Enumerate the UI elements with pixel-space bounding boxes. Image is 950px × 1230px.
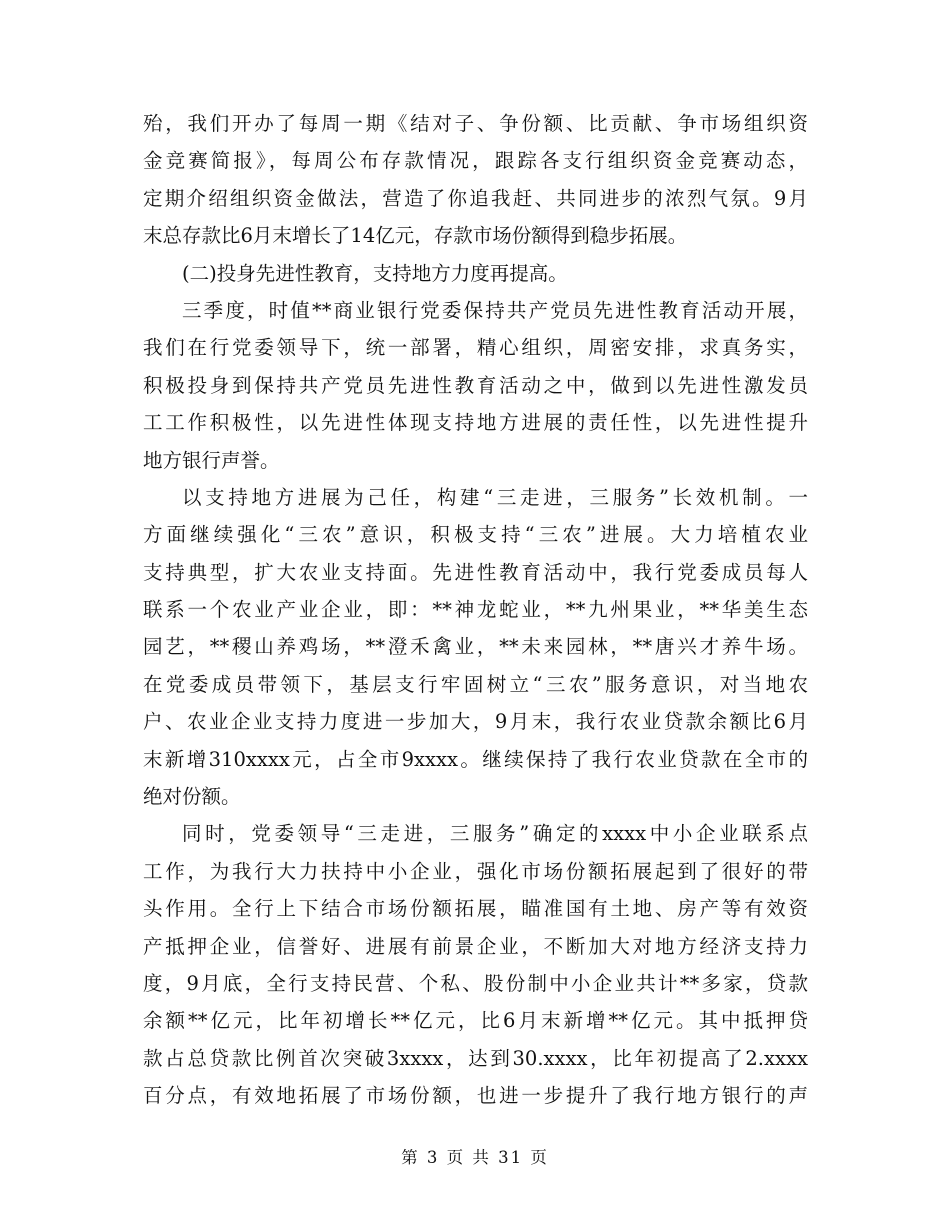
text-line: 余额**亿元，比年初增长**亿元，比6月末新增**亿元。其中抵押贷	[143, 1009, 808, 1033]
text-line: 款占总贷款比例首次突破3xxxx，达到30.xxxx，比年初提高了2.xxxx	[143, 1046, 808, 1070]
text-line: 头作用。全行上下结合市场份额拓展，瞄准国有土地、房产等有效资	[143, 897, 808, 921]
text-line: 在党委成员带领下，基层支行牢固树立“三农”服务意识，对当地农	[143, 672, 808, 696]
text-line: 地方银行声誉。	[143, 448, 280, 472]
document-body	[143, 105, 808, 1115]
page-number-label: 第 3 页 共 31 页	[401, 1148, 549, 1167]
text-line: 末新增310xxxx元，占全市9xxxx。继续保持了我行农业贷款在全市的	[143, 747, 808, 771]
text-line: 三季度，时值**商业银行党委保持共产党员先进性教育活动开展，	[182, 298, 808, 322]
text-line: 方面继续强化“三农”意识，积极支持“三农”进展。大力培植农业	[143, 523, 808, 547]
text-line: 积极投身到保持共产党员先进性教育活动之中，做到以先进性激发员	[143, 373, 808, 397]
text-line: 金竞赛简报》，每周公布存款情况，跟踪各支行组织资金竞赛动态，	[143, 149, 808, 173]
text-line: 工作，为我行大力扶持中小企业，强化市场份额拓展起到了很好的带	[143, 859, 808, 883]
text-line: 绝对份额。	[143, 785, 241, 809]
text-line: 户、农业企业支持力度进一步加大，9月末，我行农业贷款余额比6月	[143, 710, 808, 734]
text-line: 联系一个农业产业企业，即：**神龙蛇业，**九州果业，**华美生态	[143, 598, 808, 622]
page-footer	[0, 1146, 950, 1170]
text-line: 我们在行党委领导下，统一部署，精心组织，周密安排，求真务实，	[143, 336, 808, 360]
text-line: 园艺，**稷山养鸡场，**澄禾禽业，**未来园林，**唐兴才养牛场。	[143, 635, 808, 659]
text-line: 度，9月底，全行支持民营、个私、股份制中小企业共计**多家，贷款	[143, 971, 808, 995]
section-heading: (二)投身先进性教育，支持地方力度再提高。	[182, 261, 568, 285]
text-line: 定期介绍组织资金做法，营造了你追我赶、共同进步的浓烈气氛。9月	[143, 186, 808, 210]
text-line: 支持典型，扩大农业支持面。先进性教育活动中，我行党委成员每人	[143, 560, 808, 584]
text-line: 同时，党委领导“三走进，三服务”确定的xxxx中小企业联系点	[182, 822, 808, 846]
text-line: 百分点，有效地拓展了市场份额，也进一步提升了我行地方银行的声	[143, 1084, 808, 1108]
text-line: 殆，我们开办了每周一期《结对子、争份额、比贡献、争市场组织资	[143, 112, 808, 135]
text-line: 工工作积极性，以先进性体现支持地方进展的责任性，以先进性提升	[143, 411, 808, 435]
text-line: 以支持地方进展为己任，构建“三走进，三服务”长效机制。一	[182, 485, 808, 509]
text-line: 末总存款比6月末增长了14亿元，存款市场份额得到稳步拓展。	[143, 224, 688, 248]
text-line: 产抵押企业，信誉好、进展有前景企业，不断加大对地方经济支持力	[143, 934, 808, 958]
